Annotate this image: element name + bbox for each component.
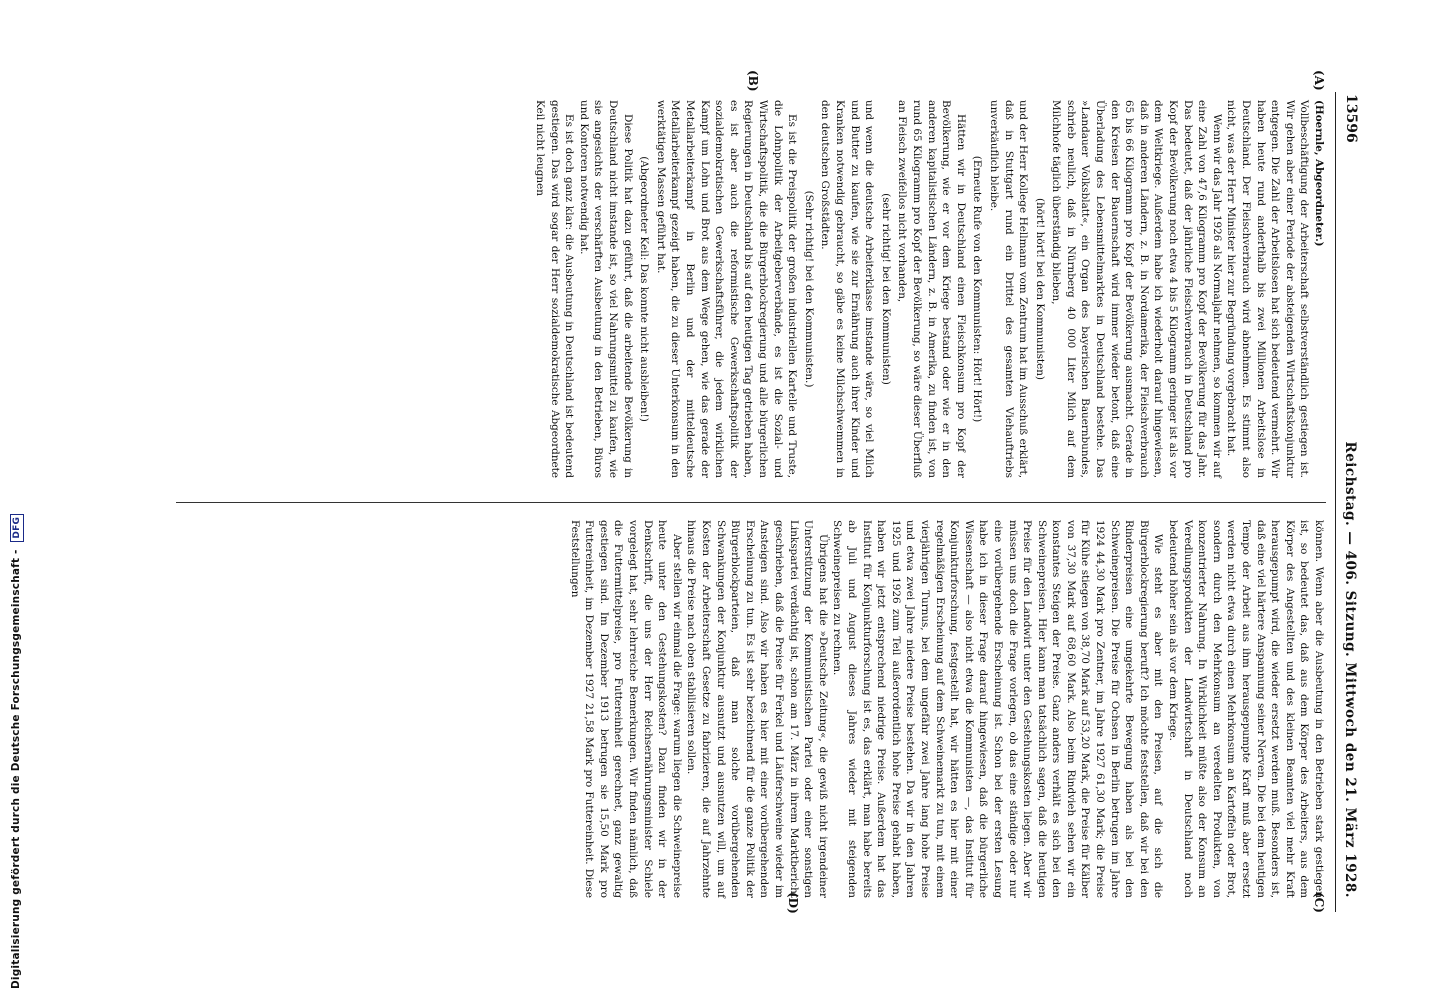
page-header xyxy=(1335,92,1360,912)
paragraph: Wenn wir das Jahr 1926 als Normaljahr nehmen, so kommen wir auf eine Zahl von 47,6 Kilogramm pro Kopf der Bevölkerung für das Jahr. Das bedeutet, daß der jährliche Fleischverbrauch in Deutschland pro Kopf der Bevölkerung noch etwa 4 bis 5 Kilogramm geringer ist als vor dem Weltkriege. Außerdem habe ich wiederholt darauf hingewiesen, daß in anderen Ländern, z. B. in Nordamerika, der Fleischverbrauch 65 bis 66 Kilogramm pro Kopf der Bevölkerung ausmacht. Gerade in den Kreisen der Bauernschaft wird immer wieder betont, daß eine Überladung des Lebensmittelmarktes in Deutschland bestehe. Das »Landauer Volksblatt«, ein Organ des bayerischen Bauernbundes, schrieb neulich, daß in Nürnberg 40 000 Liter Milch auf dem Milchhofe täglich überständig blieben, xyxy=(1050,100,1223,478)
running-title: Reichstag. — 406. Sitzung. Mittwoch den 21. März 1928. xyxy=(1342,441,1358,898)
paragraph: und wenn die deutsche Arbeiterklasse imstande wäre, so viel Milch und Butter zu kaufen, wie sie zur Ernährung auch ihrer Kinder und Kranken notwendig gebraucht, so gäbe es keine Milchschwemmen in den deutschen Großstädten. xyxy=(819,100,876,478)
document-page xyxy=(128,70,1360,914)
digitization-credit-text xyxy=(6,9,26,989)
digitization-credit xyxy=(0,0,20,1000)
paragraph: Übrigens hat die »Deutsche Zeitung«, die gewiß nicht irgendeiner Unterstützung der Kommunistischen Partei oder einer sonstigen Linkspartei verdächtig ist, schon am 17. März in ihrem Marktbericht geschrieben, daß die Preise für Ferkel und Läuferschweine wieder im Ansteigen sind. Also wir haben es hier mit einer vorübergehenden Erscheinung zu tun. Es ist sehr bezeichnend für die ganze Politik der Bürgerblockparteien, daß man solche vorübergehenden Schwankungen der Konjunktur ausnutzt und ausnutzen will, um auf Kosten der Arbeiterschaft Gesetze zu fabrizieren, die auf Jahrzehnte hinaus die Preise nach oben stabilisieren sollen. xyxy=(685,520,829,898)
page-number: 13596 xyxy=(1343,94,1359,143)
document-page-container xyxy=(128,70,1360,914)
paragraph: können. Wenn aber die Ausbeutung in den Betrieben stark gestiegen ist, so bedeutet das, daß aus dem Körper des Arbeiters, aus dem Körper des Angestellten und des kleinen Beamten viel mehr Kraft herausgepumpt wird, die wieder ersetzt werden muß. Besonders ist, daß eine viel härtere Anspannung seiner Nerven. Die bei dem heutigen Tempo der Arbeit aus ihm herausgepumpte Kraft muß aber ersetzt werden nicht etwa durch einen Mehrkonsum an Kartoffeln oder Brot, sondern durch den Mehrkonsum an veredelten Produkten, von konzentrierter Nahrung. In Wirklichkeit müßte also der Konsum an Veredlungsprodukten der Landwirtschaft in Deutschland noch bedeutend höher sein als vor dem Kriege. xyxy=(1167,520,1325,898)
interjection: (Erneute Rufe von den Kommunisten: Hört! Hört!) xyxy=(971,155,984,423)
interjection: (Sehr richtig! bei den Kommunisten.) xyxy=(802,190,815,388)
paragraph: Vollbeschäftigung der Arbeiterschaft selbstverständlich gestiegen ist. Wir gehen aber einer Periode der absteigenden Wirtschaftskonjunktur entgegen. Die Zahl der Arbeitslosen hat sich bedeutend vermehrt. Wir haben heute rund anderthalb bis zwei Millionen Arbeitslose in Deutschland. Der Fleischverbrauch wird abnehmen. Es stimmt also nicht, was der Herr Minister hier zur Begründung vorgebracht hat. xyxy=(1225,100,1311,478)
interjection: (hört! hört! bei den Kommunisten) xyxy=(1033,198,1046,380)
interjection: (sehr richtig! bei den Kommunisten) xyxy=(879,193,892,385)
paragraph: und der Herr Kollege Hellmann vom Zentrum hat im Ausschuß erklärt, daß in Stuttgart rund ein Drittel des gesamten Viehauftriebs unverkäuflich bleibe. xyxy=(987,100,1030,478)
margin-marker-a: (A) xyxy=(1312,70,1326,91)
margin-marker-c: (C) xyxy=(1312,892,1326,913)
credit-text: Digitalisierung gefördert durch die Deutsche Forschungsgemeinschaft - xyxy=(10,549,22,989)
right-text-column xyxy=(146,520,1326,898)
column-divider xyxy=(176,502,1326,503)
margin-marker-d: (D) xyxy=(786,892,800,914)
paragraph: Es ist doch ganz klar: die Ausbeutung in Deutschland ist bedeutend gestiegen. Das wird sogar der Herr sozialdemokratische Abgeordnete Keil nicht leugnen xyxy=(534,100,576,478)
left-text-column xyxy=(146,100,1326,478)
dfg-logo-icon: DFG xyxy=(10,514,24,542)
paragraph: Diese Politik hat dazu geführt, daß die arbeitende Bevölkerung in Deutschland nicht imstande ist, so viel Nahrungsmittel zu kaufen, wie sie angesichts der verschärften Ausbeutung in den Betrieben, Büros und Kontoren notwendig hat. xyxy=(577,100,634,478)
paragraph: Aber stellen wir einmal die Frage: warum liegen die Schweinepreise heute unter den Gestehungskosten? Dazu finden wir in der Denkschrift, die uns der Herr Reichsernährungsminister Schiele vorgelegt hat, sehr lehrreiche Bemerkungen. Wir finden nämlich, daß die Futtermittelpreise, pro Futtereinheit gerechnet, ganz gewaltig gestiegen sind. Im Dezember 1913 betrugen sie 15,50 Mark pro Futtereinheit, im Dezember 1927 21,58 Mark pro Futtereinheit. Diese Feststellungen xyxy=(568,520,683,898)
speaker-label: (Hoernle, Abgeordneter.) xyxy=(1313,100,1325,247)
paragraph: Es ist die Preispolitik der großen industriellen Kartelle und Truste, die Lohnpolitik der Arbeitgeberverbände, es ist die Sozial- und Wirtschaftspolitik, die die Bürgerblockregierung und alle bürgerlichen Regierungen in Deutschland bis auf den heutigen Tag getrieben haben, es ist aber auch die reformistische Gewerkschaftspolitik der sozialdemokratischen Gewerkschaftsführer, die jedem wirklichen Kampf um Lohn und Brot aus dem Wege gehen, wie das gerade der Metallarbeiterkampf in Berlin und der mitteldeutsche Metallarbeiterkampf gezeigt haben, die zu dieser Unterkonsum in den werktätigen Massen geführt hat. xyxy=(654,100,799,478)
paragraph: Hätten wir in Deutschland einen Fleischkonsum pro Kopf der Bevölkerung, wie er vor dem Kriege bestand oder wie er in den anderen kapitalistischen Ländern, z. B. in Amerika, zu finden ist, von rund 65 Kilogramm pro Kopf der Bevölkerung, so wäre dieser Überfluß an Fleisch zweifellos nicht vorhanden, xyxy=(896,100,967,478)
interjection: (Abgeordneter Keil: Das konnte nicht ausbleiben!) xyxy=(638,156,651,422)
paragraph: Wie steht es aber mit den Preisen, auf die sich die Bürgerblockregierung beruft? Ich möchte feststellen, daß wir bei den Rinderpreisen eine umgekehrte Bewegung haben als bei den Schweinepreisen. Die Preise für Ochsen in Berlin betrugen im Jahre 1924 44,30 Mark pro Zentner, im Jahre 1927 61,30 Mark; die Preise für Kühe stiegen von 38,70 Mark auf 53,20 Mark, die Preise für Kälber von 37,30 Mark auf 68,60 Mark. Also beim Rindvieh sehen wir ein konstantes Steigen der Preise. Ganz anders verhält es sich bei den Schweinepreisen. Hier kann man tatsächlich sagen, daß die heutigen Preise für den Landwirt unter den Gestehungskosten liegen. Aber wir müssen uns doch die Frage vorlegen, ob das eine ständige oder nur eine vorübergehende Erscheinung ist. Schon bei der ersten Lesung habe ich in dieser Frage darauf hingewiesen, daß die bürgerliche Wissenschaft — also nicht etwa die Kommunisten —, das Institut für Konjunkturforschung, festgestellt hat, wir hätten es hier mit einer regelmäßigen Erscheinung auf dem Schweinemarkt zu tun, mit einem vierjährigen Turnus, bei dem ungefähr zwei Jahre lang hohe Preise und etwa zwei Jahre niedere Preise bestehen. Da wir in den Jahren 1925 und 1926 zum Teil außerordentlich hohe Preise gehabt haben, haben wir jetzt entsprechend niedrige Preise. Außerdem hat das Institut für Konjunkturforschung ist es, das erklärt, man habe bereits ab Juli und August dieses Jahres wieder mit steigenden Schweinepreisen zu rechnen. xyxy=(831,520,1165,898)
margin-marker-b: (B) xyxy=(746,70,760,92)
